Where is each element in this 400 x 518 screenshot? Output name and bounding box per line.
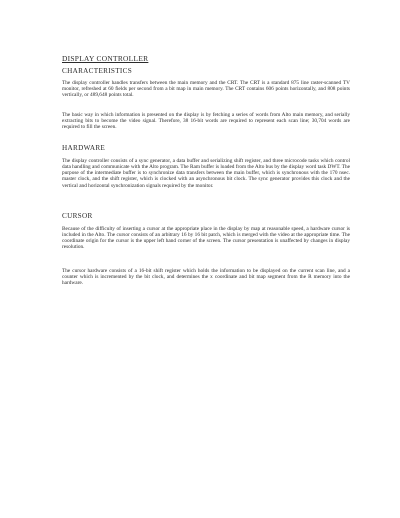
page-title: DISPLAY CONTROLLER bbox=[62, 54, 149, 63]
hardware-paragraph-1: The display controller consists of a sync generator, a data buffer and serializing shift register, and three microcode tasks which control data handling and communicate with the Alto program. The Ram buffer is loaded from the Alto bus by the display word task DWT. The purpose of the intermediate buffer is to synchronize data transfers between the main buffer, which is synchronous with the 170 nsec. master clock, and the shift register, which is clocked with an asynchronous bit clock. The sync generator provides this clock and the vertical and horizontal synchronization signals required by the monitor. bbox=[62, 158, 350, 189]
cursor-paragraph-2: The cursor hardware consists of a 16-bit shift register which holds the information to be displayed on the current scan line, and a counter which is incremented by the bit clock, and determines the x coordinate and bit map segment from the R memory into the hardware. bbox=[62, 268, 350, 287]
characteristics-paragraph-1: The display controller handles transfers between the main memory and the CRT. The CRT is a standard 875 line raster-scanned TV monitor, refreshed at 60 fields per second from a bit map in main memory. The CRT contains 606 points horizontally, and 808 points vertically, or 489,648 points total. bbox=[62, 80, 350, 99]
section-heading-hardware: HARDWARE bbox=[62, 144, 106, 152]
section-heading-cursor: CURSOR bbox=[62, 212, 93, 220]
cursor-paragraph-1: Because of the difficulty of inserting a cursor at the appropriate place in the display by map at reasonable speed, a hardware cursor is included in the Alto. The cursor consists of an arbitrary 16 by 16 bit patch, which is merged with the video at the appropriate time. The coordinate origin for the cursor is the upper left hand corner of the screen. The cursor presentation is unaffected by changes in display resolution. bbox=[62, 226, 350, 251]
section-heading-characteristics: CHARACTERISTICS bbox=[62, 67, 132, 75]
characteristics-paragraph-2: The basic way in which information is presented on the display is by fetching a series of words from Alto main memory, and serially extracting bits to become the video signal. Therefore, 38 16-bit words are required to represent each scan line; 30,704 words are required to fill the screen. bbox=[62, 112, 350, 131]
